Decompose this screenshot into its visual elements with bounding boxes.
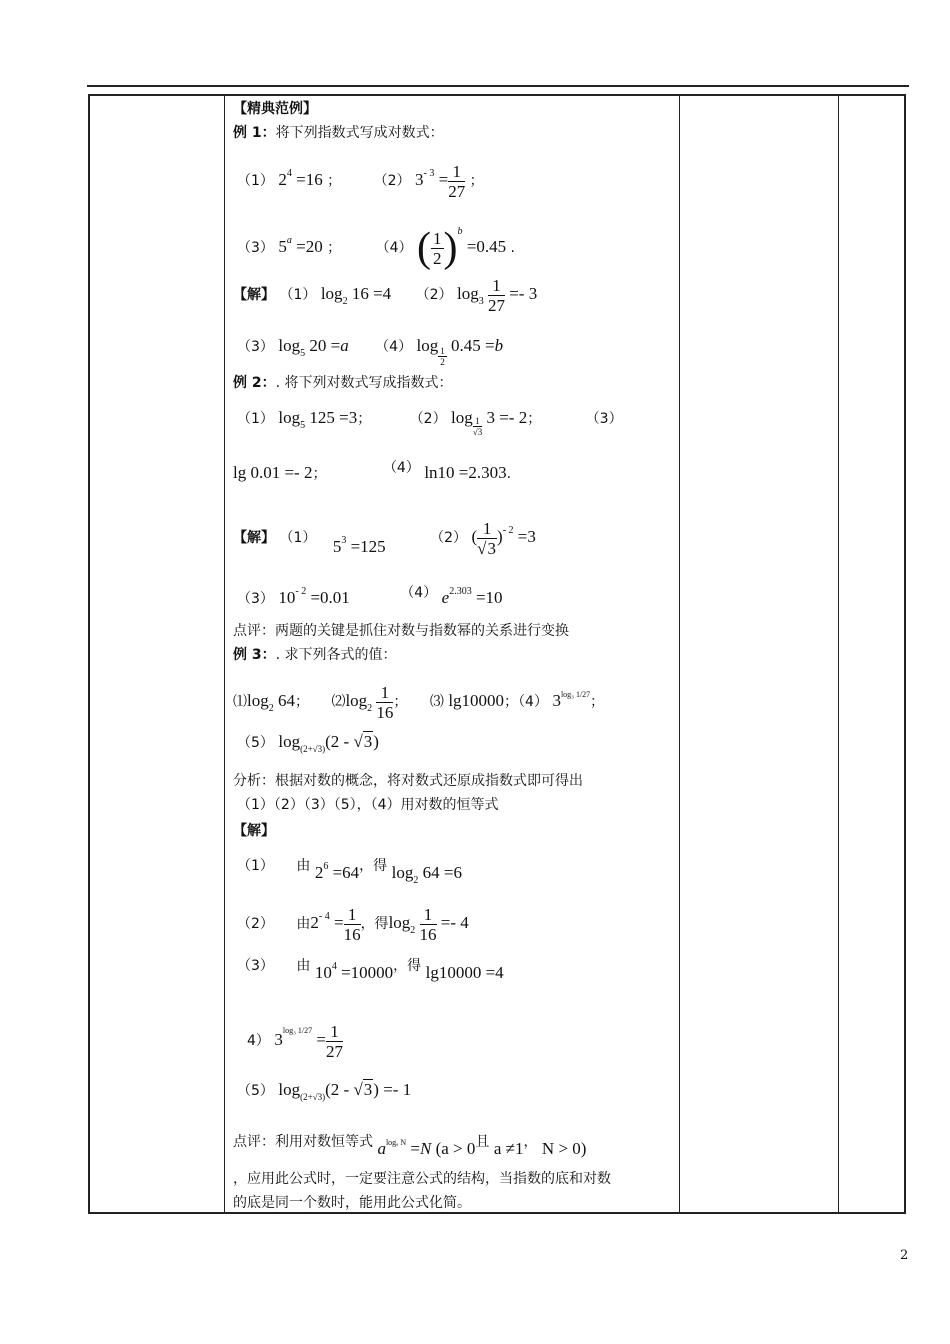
solution3-row4: 4） $3^{log_3 1/27}$ = $\frac{1}{27}$ <box>247 1021 343 1061</box>
column-divider <box>679 96 680 1212</box>
math-expr: $a^{log_a N} =N$ (a > 0 <box>377 1138 476 1158</box>
solution3-label: 【解】 <box>233 823 275 839</box>
example3-heading: 例 3：. 求下列各式的值： <box>233 647 397 663</box>
math-expr: lg 0.01 =- 2 <box>233 463 313 482</box>
section-title: 【精典范例】 <box>233 101 317 117</box>
math-expr: lg10000 =4 <box>425 963 504 982</box>
example2-row1: （1） $\log_5 125 =3$； （2） log $\frac{1}{√3}$ 3 =- 2； （3） <box>237 408 623 437</box>
example1-heading: 例 1：将下列指数式写成对数式： <box>233 125 444 141</box>
page-number: 2 <box>900 1248 909 1263</box>
solution3-row1: （1） 由 $2^6 =64$，得 $\log_2 64 =6$ <box>237 858 462 886</box>
math-expr: $3^{log_3 1/27}$ = $\frac{1}{27}$ <box>274 1021 343 1061</box>
column-divider <box>838 96 839 1212</box>
comment2-line3: 的底是同一个数时，能用此公式化简。 <box>233 1195 471 1211</box>
math-expr: ( $\frac{1}{2}$ )$^b$ =0.45 <box>417 225 507 272</box>
math-expr: $3^{log_3 1/27}$ <box>552 690 591 710</box>
math-expr: $\log_2 16 =4$ <box>320 284 392 307</box>
math-expr: lg10000 <box>448 691 505 710</box>
math-expr: $\log_5 125 =3$ <box>278 408 358 431</box>
solution2-row2: （3） $10^{- 2} =0.01$ （4） $e^{2.303} =10$ <box>237 585 503 607</box>
math-expr: $\log_2 64 =6$ <box>391 863 462 886</box>
example1-row2: （3） 5$^a$ =20 ； （4） ( $\frac{1}{2}$ )$^b$ =0.45 . <box>237 225 515 272</box>
math-expr: $10^4 =10000$ <box>314 961 394 982</box>
math-expr: $2^6 =64$ <box>314 861 360 882</box>
math-expr: ln10 =2.303 <box>424 463 507 482</box>
math-expr: $\log_{(2+√3)}(2 - √3) =- 1$ <box>278 1080 412 1102</box>
analysis-line1: 分析：根据对数的概念，将对数式还原成指数式即可得出 <box>233 773 583 789</box>
column-divider <box>224 96 225 1212</box>
examples-cell <box>233 94 673 1214</box>
math-expr: $2^{- 4}$ = $\frac{1}{16}$ <box>310 904 361 944</box>
math-expr: a ≠1 <box>493 1139 524 1158</box>
math-expr: $e^{2.303} =10$ <box>441 586 503 607</box>
solution3-row3: （3） 由 $10^4 =10000$，得 lg10000 =4 <box>237 958 504 982</box>
example2-row2: lg 0.01 =- 2； （4） ln10 =2.303. <box>233 460 512 482</box>
math-expr: $\log_{(2+√3)}(2 - √3)$ <box>278 732 379 754</box>
math-expr: $\log_5 20 =a$ <box>278 336 349 359</box>
math-expr: log $\frac{1}{2}$ 0.45 =b <box>416 336 504 367</box>
math-expr: ( $\frac{1}{√3}$ )$^{- 2}$ =3 <box>471 518 536 558</box>
math-expr: $10^{- 2} =0.01$ <box>278 586 350 607</box>
math-expr: $2^4 =16$ <box>278 168 323 189</box>
solution2-row1: 【解】 （1） $5^3 =125$ （2） ( $\frac{1}{√3}$ )$^{- 2}$ =3 <box>233 518 536 558</box>
example2-heading: 例 2：. 将下列对数式写成指数式： <box>233 375 453 391</box>
example3-row1: $⑴\log_2$ 64； $⑵\log_2$ $\frac{1}{16}$ ； ⑶ lg10000；（4） $3^{log_3 1/27}$； <box>233 682 605 722</box>
comment2-line2: ，应用此公式时，一定要注意公式的结构，当指数的底和对数 <box>233 1171 611 1187</box>
solution3-row2: （2） 由$2^{- 4}$ = $\frac{1}{16}$ ，得$\log_2$ $\frac{1}{16}$ =- 4 <box>237 904 469 944</box>
example1-row1: （1） $2^4 =16$ ； （2） $3^{- 3}$ = $\frac{1}{27}$ ； <box>237 161 484 201</box>
solution1-row1: 【解】 （1） $\log_2 16 =4$ （2） $\log_3$ $\frac{1}{27}$ =- 3 <box>233 275 538 315</box>
math-expr: $\log_2$ $\frac{1}{16}$ =- 4 <box>388 904 469 944</box>
solution1-row2: （3） $\log_5 20 =a$ （4） log $\frac{1}{2}$ 0.45 =b <box>237 336 504 367</box>
math-expr: log $\frac{1}{√3}$ 3 =- 2 <box>451 408 528 437</box>
math-expr: N > 0) <box>541 1139 587 1158</box>
solution3-row5: （5） $\log_{(2+√3)}(2 - √3) =- 1$ <box>237 1080 412 1102</box>
analysis-line2: （1）（2）（3）（5），（4）用对数的恒等式 <box>237 797 499 813</box>
math-expr: 5$^a$ =20 <box>278 235 323 256</box>
comment2-line1: 点评：利用对数恒等式 $a^{log_a N} =N$ (a > 0且 a ≠1， N > 0) <box>233 1134 587 1158</box>
math-expr: $5^3 =125$ <box>332 535 386 556</box>
header-rule <box>87 85 909 87</box>
math-expr: $\log_3$ $\frac{1}{27}$ =- 3 <box>456 275 538 315</box>
math-expr: $\log_2 64$ <box>247 691 295 714</box>
math-expr: $\log_2$ $\frac{1}{16}$ <box>345 682 394 722</box>
math-expr: $3^{- 3}$ = $\frac{1}{27}$ <box>415 161 466 201</box>
comment1: 点评：两题的关键是抓住对数与指数幂的关系进行变换 <box>233 623 569 639</box>
example3-row2: （5） $\log_{(2+√3)}(2 - √3)$ <box>237 732 379 754</box>
